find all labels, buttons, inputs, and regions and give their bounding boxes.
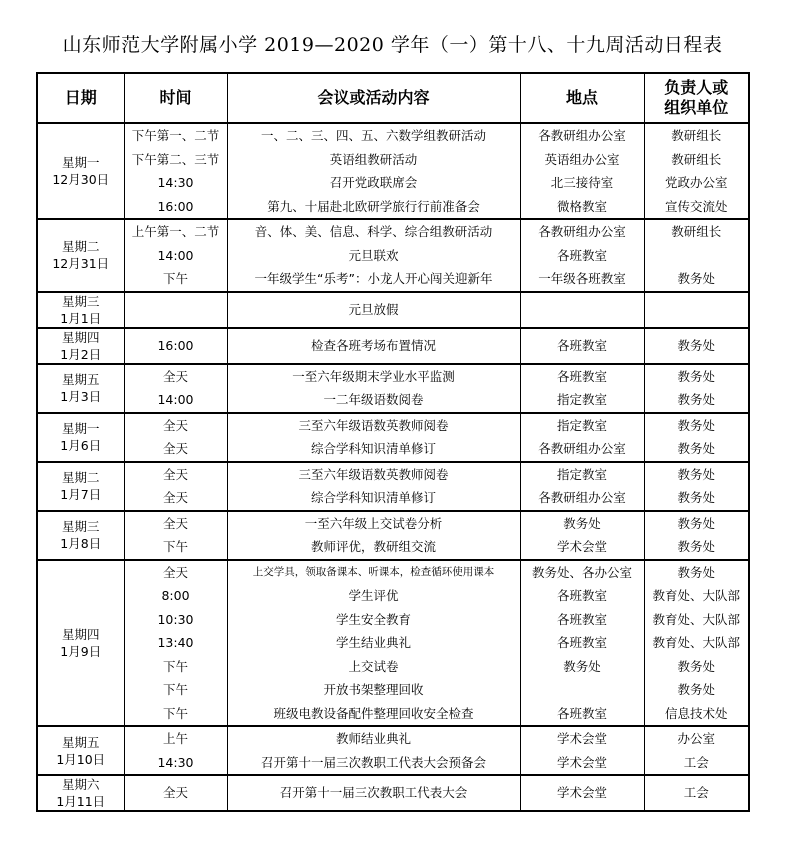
time-entry: 下午 (162, 271, 188, 286)
content-cell (227, 219, 520, 292)
content-entry: 元旦联欢 (348, 247, 399, 263)
content-cell (227, 775, 520, 811)
weekday-label: 星期六 (61, 777, 100, 792)
place-entry: 指定教室 (556, 466, 607, 482)
time-entry: 全天 (162, 515, 188, 531)
weekday-label: 星期二 (61, 239, 100, 255)
day-cell (37, 328, 124, 364)
owner-entry: 教务处 (677, 368, 715, 384)
weekday-label: 星期三 (61, 293, 100, 309)
place-entry: 各教研组办公室 (538, 224, 626, 239)
day-cell (37, 219, 124, 292)
date-label: 12月31日 (52, 256, 110, 272)
time-entry: 14:00 (157, 247, 194, 263)
owner-entry: 宣传交流处 (664, 198, 728, 214)
date-label: 1月7日 (60, 487, 102, 502)
place-entry: 各教研组办公室 (538, 128, 626, 143)
day-cell (37, 511, 124, 560)
content-cell (227, 726, 520, 775)
content-cell (227, 123, 520, 219)
header-owner-line2: 组织单位 (664, 98, 729, 117)
day-row (37, 123, 749, 219)
date-label: 1月3日 (60, 389, 102, 404)
day-cell (37, 462, 124, 511)
owner-cell (644, 328, 749, 364)
time-entry: 10:30 (157, 611, 194, 627)
day-cell (37, 292, 124, 328)
place-cell (520, 292, 644, 328)
weekday-label: 星期五 (61, 734, 100, 750)
content-entry: 一至六年级上交试卷分析 (304, 515, 443, 531)
owner-cell (644, 292, 749, 328)
owner-entry: 教务处 (677, 466, 715, 482)
owner-entry: 信息技术处 (664, 705, 728, 721)
time-entry: 全天 (162, 490, 188, 505)
content-entry: 检查各班考场布置情况 (310, 337, 436, 353)
owner-entry: 工会 (683, 754, 709, 770)
date-label: 1月11日 (56, 794, 106, 809)
owner-entry: 教务处 (677, 490, 715, 505)
place-entry: 各班教室 (556, 247, 607, 263)
content-entry: 召开第十一届三次教职工代表大会预备会 (260, 754, 486, 770)
place-cell (520, 775, 644, 811)
place-entry: 英语组办公室 (544, 151, 620, 167)
content-cell (227, 413, 520, 462)
header-content: 会议或活动内容 (227, 73, 520, 123)
place-entry: 各班教室 (556, 611, 607, 627)
day-row (37, 775, 749, 811)
time-cell (124, 328, 227, 364)
content-entry: 音、体、美、信息、科学、综合组教研活动 (254, 224, 493, 239)
time-entry: 上午 (162, 731, 188, 746)
weekday-label: 星期四 (61, 329, 100, 345)
day-cell (37, 560, 124, 727)
place-entry: 各班教室 (556, 635, 607, 650)
day-row (37, 292, 749, 328)
owner-entry: 教研组长 (671, 224, 722, 239)
owner-cell (644, 462, 749, 511)
content-entry: 班级电教设备配件整理回收安全检查 (273, 705, 474, 721)
owner-entry: 教务处 (677, 564, 715, 580)
time-entry: 下午第二、三节 (131, 151, 220, 167)
place-entry: 各教研组办公室 (538, 441, 626, 456)
place-entry: 学术会堂 (556, 731, 607, 746)
time-cell (124, 364, 227, 413)
owner-cell (644, 511, 749, 560)
time-entry (125, 298, 227, 322)
owner-cell (644, 726, 749, 775)
time-entry: 13:40 (157, 635, 194, 650)
weekday-label: 星期二 (61, 470, 100, 485)
place-cell (520, 462, 644, 511)
owner-entry: 教务处 (677, 337, 715, 353)
content-entry: 学生评优 (348, 588, 399, 603)
time-entry: 下午 (162, 705, 188, 721)
place-cell (520, 364, 644, 413)
owner-cell (644, 560, 749, 727)
content-entry: 召开党政联席会 (329, 175, 418, 190)
time-cell (124, 219, 227, 292)
day-row (37, 462, 749, 511)
place-entry: 指定教室 (556, 392, 607, 407)
weekday-label: 星期一 (61, 155, 100, 170)
day-cell (37, 123, 124, 219)
owner-entry: 党政办公室 (664, 175, 728, 190)
header-owner-line1: 负责人或 (664, 78, 729, 97)
weekday-label: 星期三 (61, 519, 100, 534)
time-entry: 全天 (162, 466, 188, 482)
content-entry: 召开第十一届三次教职工代表大会 (279, 785, 468, 801)
owner-cell (644, 775, 749, 811)
content-entry: 一年级学生“乐考”：小龙人开心闯关迎新年 (254, 271, 493, 286)
time-entry: 16:00 (157, 198, 194, 214)
date-label: 1月9日 (60, 643, 102, 659)
date-label: 1月10日 (56, 751, 106, 767)
time-entry: 全天 (162, 417, 188, 433)
day-row (37, 726, 749, 775)
header-date: 日期 (37, 73, 124, 123)
content-cell (227, 364, 520, 413)
date-label: 1月8日 (60, 536, 102, 551)
owner-cell (644, 219, 749, 292)
content-entry: 一至六年级期末学业水平监测 (292, 368, 455, 384)
schedule-body (37, 123, 749, 811)
owner-entry: 办公室 (677, 731, 715, 746)
day-row (37, 413, 749, 462)
place-entry: 指定教室 (556, 417, 607, 433)
weekday-label: 星期一 (61, 421, 100, 436)
day-cell (37, 413, 124, 462)
time-entry: 下午 (162, 658, 188, 674)
place-entry: 各班教室 (556, 588, 607, 603)
content-entry: 三至六年级语数英教师阅卷 (298, 417, 449, 433)
place-entry: 各班教室 (556, 705, 607, 721)
content-cell (227, 328, 520, 364)
place-entry: 学术会堂 (556, 539, 607, 554)
place-entry: 各班教室 (556, 368, 607, 384)
date-label: 1月1日 (60, 310, 102, 326)
time-cell (124, 462, 227, 511)
content-entry: 上交学具，领取备课本、听课本，检查循环使用课本 (252, 565, 495, 578)
time-entry: 8:00 (161, 588, 190, 603)
owner-cell (644, 123, 749, 219)
content-entry: 开放书架整理回收 (323, 682, 424, 697)
owner-entry: 教务处 (677, 271, 715, 286)
place-entry (521, 678, 644, 702)
place-cell (520, 328, 644, 364)
content-entry: 教师结业典礼 (335, 731, 411, 746)
time-cell (124, 775, 227, 811)
weekday-label: 星期五 (61, 372, 100, 387)
owner-entry: 教务处 (677, 658, 715, 674)
owner-entry: 教务处 (677, 441, 715, 456)
place-cell (520, 413, 644, 462)
day-row (37, 560, 749, 727)
place-entry: 教务处 (563, 658, 601, 674)
owner-cell (644, 413, 749, 462)
date-label: 1月2日 (60, 346, 102, 362)
owner-entry (645, 244, 749, 268)
content-entry: 三至六年级语数英教师阅卷 (298, 466, 449, 482)
content-entry: 学生结业典礼 (335, 635, 411, 650)
time-cell (124, 560, 227, 727)
place-cell (520, 219, 644, 292)
owner-entry (645, 298, 749, 322)
place-entry: 教务处、各办公室 (531, 564, 632, 580)
time-cell (124, 292, 227, 328)
header-place: 地点 (520, 73, 644, 123)
content-entry: 教师评优，教研组交流 (310, 539, 436, 554)
place-entry: 各教研组办公室 (538, 490, 626, 505)
time-entry: 全天 (162, 785, 188, 801)
day-row (37, 364, 749, 413)
content-entry: 元旦放假 (348, 301, 399, 317)
owner-cell (644, 364, 749, 413)
place-entry (521, 298, 644, 322)
time-entry: 全天 (162, 441, 188, 456)
owner-entry: 工会 (683, 785, 709, 801)
time-entry: 上午第一、二节 (131, 224, 220, 239)
date-label: 1月6日 (60, 438, 102, 453)
content-entry: 英语组教研活动 (329, 151, 418, 167)
place-entry: 北三接待室 (550, 175, 614, 190)
time-entry: 下午第一、二节 (131, 128, 220, 143)
day-cell (37, 364, 124, 413)
place-entry: 学术会堂 (556, 754, 607, 770)
content-cell (227, 560, 520, 727)
content-entry: 上交试卷 (348, 658, 399, 674)
time-entry: 下午 (162, 539, 188, 554)
time-entry: 全天 (162, 368, 188, 384)
time-cell (124, 726, 227, 775)
place-cell (520, 726, 644, 775)
content-entry: 综合学科知识清单修订 (310, 441, 436, 456)
content-entry: 综合学科知识清单修订 (310, 490, 436, 505)
place-entry: 学术会堂 (556, 785, 607, 801)
time-entry: 下午 (162, 682, 188, 697)
content-entry: 学生安全教育 (335, 611, 411, 627)
place-cell (520, 560, 644, 727)
owner-entry: 教务处 (677, 682, 715, 697)
owner-entry: 教务处 (677, 539, 715, 554)
place-entry: 各班教室 (556, 337, 607, 353)
owner-entry: 教务处 (677, 392, 715, 407)
content-cell (227, 462, 520, 511)
time-cell (124, 123, 227, 219)
time-cell (124, 413, 227, 462)
header-owner (644, 73, 749, 123)
header-row (37, 73, 749, 123)
content-cell (227, 511, 520, 560)
date-label: 12月30日 (52, 172, 110, 187)
owner-entry: 教务处 (677, 515, 715, 531)
owner-entry: 教育处、大队部 (652, 611, 740, 627)
schedule-table (36, 72, 750, 812)
content-entry: 第九、十届赴北欧研学旅行行前准备会 (267, 198, 480, 214)
day-row (37, 328, 749, 364)
content-cell (227, 292, 520, 328)
content-entry: 一、二、三、四、五、六数学组教研活动 (260, 128, 486, 143)
day-row (37, 219, 749, 292)
owner-entry: 教研组长 (671, 151, 722, 167)
day-row (37, 511, 749, 560)
time-entry: 14:00 (157, 392, 194, 407)
time-cell (124, 511, 227, 560)
day-cell (37, 775, 124, 811)
content-entry: 一二年级语数阅卷 (323, 392, 424, 407)
header-time: 时间 (124, 73, 227, 123)
owner-entry: 教育处、大队部 (652, 635, 740, 650)
time-entry: 14:30 (157, 754, 194, 770)
time-entry: 全天 (162, 564, 188, 580)
time-entry: 14:30 (157, 175, 194, 190)
time-entry: 16:00 (157, 337, 194, 353)
place-entry: 微格教室 (556, 198, 607, 214)
owner-entry: 教育处、大队部 (652, 588, 740, 603)
owner-entry: 教务处 (677, 417, 715, 433)
page-title: 山东师范大学附属小学 2019—2020 学年（一）第十八、十九周活动日程表 (62, 34, 723, 56)
weekday-label: 星期四 (61, 626, 100, 642)
place-cell (520, 511, 644, 560)
day-cell (37, 726, 124, 775)
owner-entry: 教研组长 (671, 128, 722, 143)
place-cell (520, 123, 644, 219)
place-entry: 一年级各班教室 (538, 271, 626, 286)
place-entry: 教务处 (563, 515, 601, 531)
